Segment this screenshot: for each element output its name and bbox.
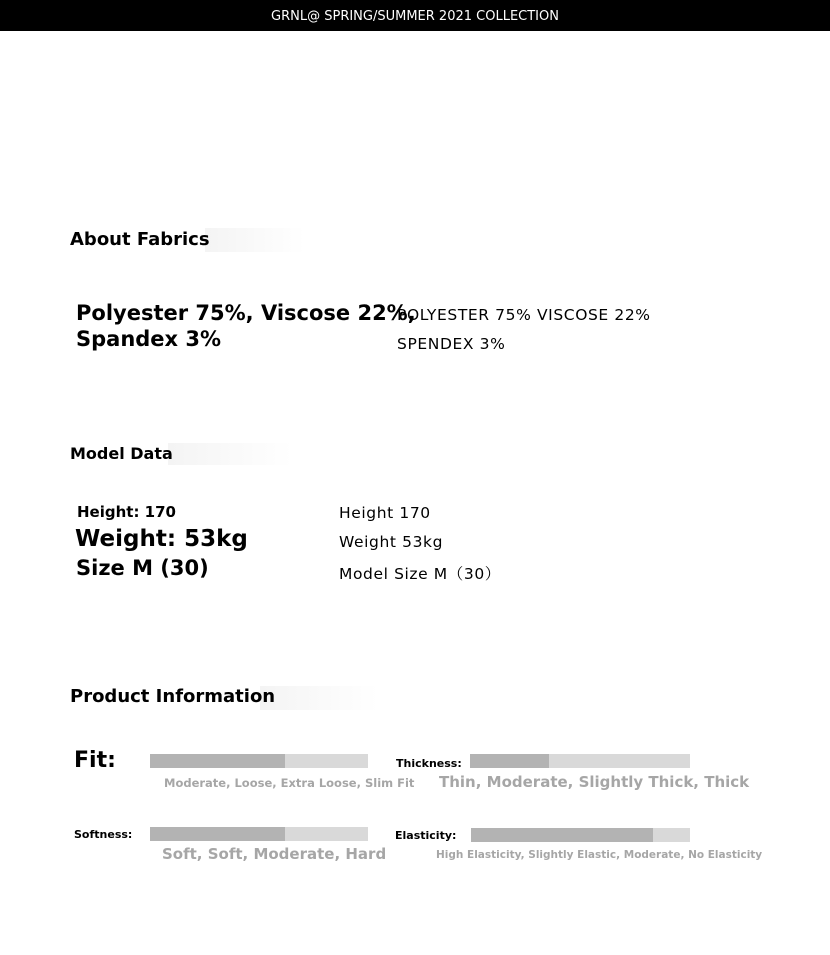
fit-scale: Moderate, Loose, Extra Loose, Slim Fit [164,776,415,790]
fabric-composition-line1: Polyester 75%, Viscose 22%, [76,301,416,325]
fabric-composition-line2: Spandex 3% [76,327,222,351]
heading-shadow [260,686,378,710]
elasticity-rating-fill [471,828,653,842]
heading-shadow [205,228,305,252]
product-heading: Product Information [70,686,276,707]
softness-rating-fill [150,827,285,841]
thickness-rating-fill [470,754,549,768]
model-weight-alt: Weight 53kg [339,533,444,551]
model-weight: Weight: 53kg [75,526,248,552]
model-size-alt: Model Size M（30） [339,565,501,583]
softness-label: Softness: [74,828,133,841]
fabric-composition-alt-line1: POLYESTER 75% VISCOSE 22% [397,306,651,324]
softness-scale: Soft, Soft, Moderate, Hard [162,845,387,863]
elasticity-label: Elasticity: [395,829,457,842]
fabric-composition-alt-line2: SPENDEX 3% [397,335,506,353]
thickness-label: Thickness: [396,757,462,770]
elasticity-scale: High Elasticity, Slightly Elastic, Moderate, No Elasticity [436,849,763,861]
model-size: Size M (30) [76,556,209,580]
heading-shadow [168,443,293,465]
elasticity-rating-bar [471,828,690,842]
collection-header-bar [0,0,830,31]
fit-label: Fit: [74,748,116,773]
model-heading: Model Data [70,444,173,463]
model-height-alt: Height 170 [339,504,431,522]
model-height: Height: 170 [77,503,176,521]
collection-title: GRNL@ SPRING/SUMMER 2021 COLLECTION [271,9,559,24]
softness-rating-bar [150,827,368,841]
fit-rating-bar [150,754,368,768]
thickness-scale: Thin, Moderate, Slightly Thick, Thick [439,773,750,791]
thickness-rating-bar [470,754,690,768]
fabrics-heading: About Fabrics [70,229,210,250]
fit-rating-fill [150,754,285,768]
